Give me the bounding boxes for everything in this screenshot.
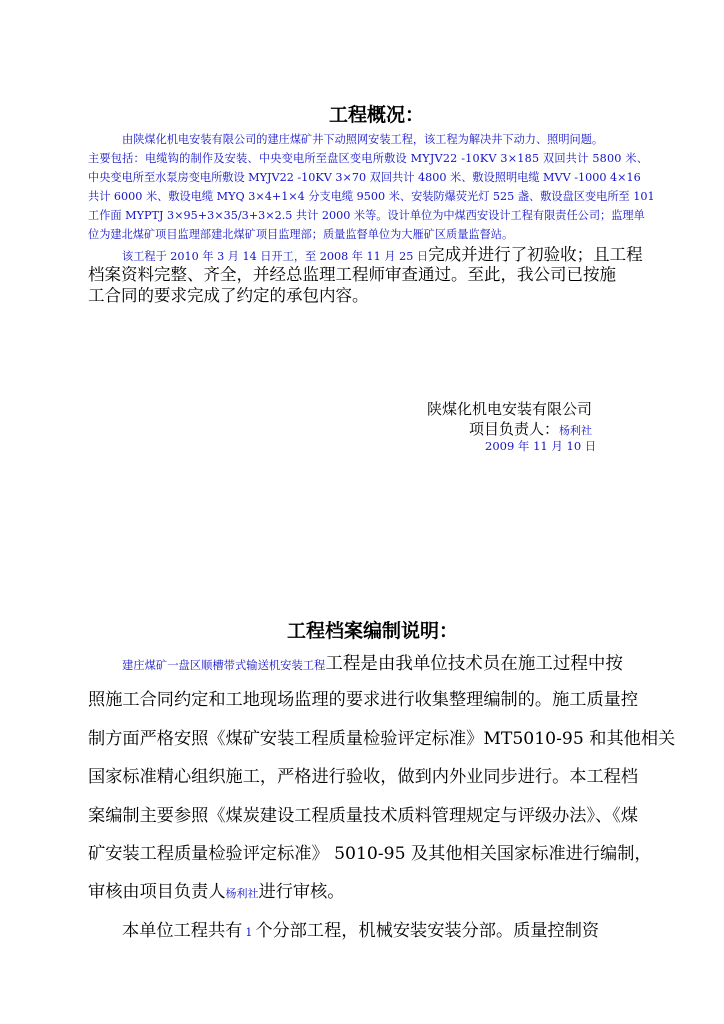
review-post: 进行审核。 bbox=[258, 882, 345, 902]
overview-line-1: 由陕煤化机电安装有限公司的建庄煤矿井下动照网安装工程，该工程为解决井下动力、照明问题。 bbox=[122, 133, 604, 146]
archive-line-1 bbox=[122, 650, 623, 675]
archive-line-4: 国家标准精心组织施工，严格进行验收，做到内外业同步进行。本工程档 bbox=[88, 767, 639, 787]
archive-line-5: 案编制主要参照《煤炭建设工程质量技术质料管理规定与评级办法》、《煤 bbox=[88, 806, 638, 826]
section-title-archive: 工程档案编制说明： bbox=[287, 620, 459, 642]
archive-line-3: 制方面严格安照《煤矿安装工程质量检验评定标准》MT5010-95 和其他相关 bbox=[88, 729, 676, 749]
archive-line-8 bbox=[122, 912, 599, 952]
project-name: 建庄煤矿一盘区顺槽带式输送机安装工程 bbox=[122, 659, 326, 672]
archive-line-7 bbox=[88, 873, 344, 913]
leader-label: 项目负责人： bbox=[469, 420, 560, 438]
last-post: 个分部工程，机械安装安装分部。质量控制资 bbox=[255, 921, 600, 941]
acceptance-text: 完成并进行了初验收；且工程 bbox=[428, 245, 643, 264]
signature-company: 陕煤化机电安装有限公司 bbox=[427, 400, 593, 418]
overview-line-3: 中央变电所至水泵房变电所敷设 MYJV22 -10KV 3×70 双回共计 4800 米、敷设照明电缆 MVV -1000 4×16 bbox=[88, 171, 641, 184]
archive-line-6: 矿安装工程质量检验评定标准》 5010-95 及其他相关国家标准进行编制， bbox=[88, 844, 652, 864]
overview-line-4: 共计 6000 米、敷设电缆 MYQ 3×4+1×4 分支电缆 9500 米、安装防爆荧光灯 525 盏、敷设盘区变电所至 101 bbox=[88, 190, 655, 203]
section-title-overview: 工程概况： bbox=[329, 104, 425, 126]
dates-text: 该工程于 2010 年 3 月 14 日开工，至 2008 年 11 月 25 日 bbox=[122, 250, 429, 263]
overview-text-line-3: 工合同的要求完成了约定的承包内容。 bbox=[88, 286, 369, 305]
overview-text-line-2: 档案资料完整、齐全，并经总监理工程师审查通过。至此，我公司已按施 bbox=[88, 265, 616, 284]
archive-line-1-text: 工程是由我单位技术员在施工过程中按 bbox=[325, 654, 623, 674]
overview-line-2: 主要包括：电缆钩的制作及安装、中央变电所至盘区变电所敷设 MYJV22 -10KV 3×185 双回共计 5800 米、 bbox=[88, 152, 649, 165]
subproject-count: 1 bbox=[245, 926, 253, 939]
signature-date: 2009 年 11 月 10 日 bbox=[485, 439, 597, 453]
leader-name: 杨利社 bbox=[559, 424, 593, 437]
review-name: 杨利社 bbox=[225, 887, 259, 900]
overview-line-6: 位为建北煤矿项目监理部建北煤矿项目监理部；质量监督单位为大雁矿区质量监督站。 bbox=[88, 228, 514, 241]
review-pre: 审核由项目负责人 bbox=[88, 882, 226, 902]
overview-line-5: 工作面 MYPTJ 3×95+3×35/3+3×2.5 共计 2000 米等。设计单位为中煤西安设计工程有限责任公司；监理单 bbox=[88, 209, 645, 222]
signature-leader bbox=[469, 418, 592, 439]
last-pre: 本单位工程共有 bbox=[122, 921, 243, 941]
archive-line-2: 照施工合同约定和工地现场监理的要求进行收集整理编制的。施工质量控 bbox=[88, 690, 639, 710]
overview-dates-line bbox=[122, 245, 643, 267]
